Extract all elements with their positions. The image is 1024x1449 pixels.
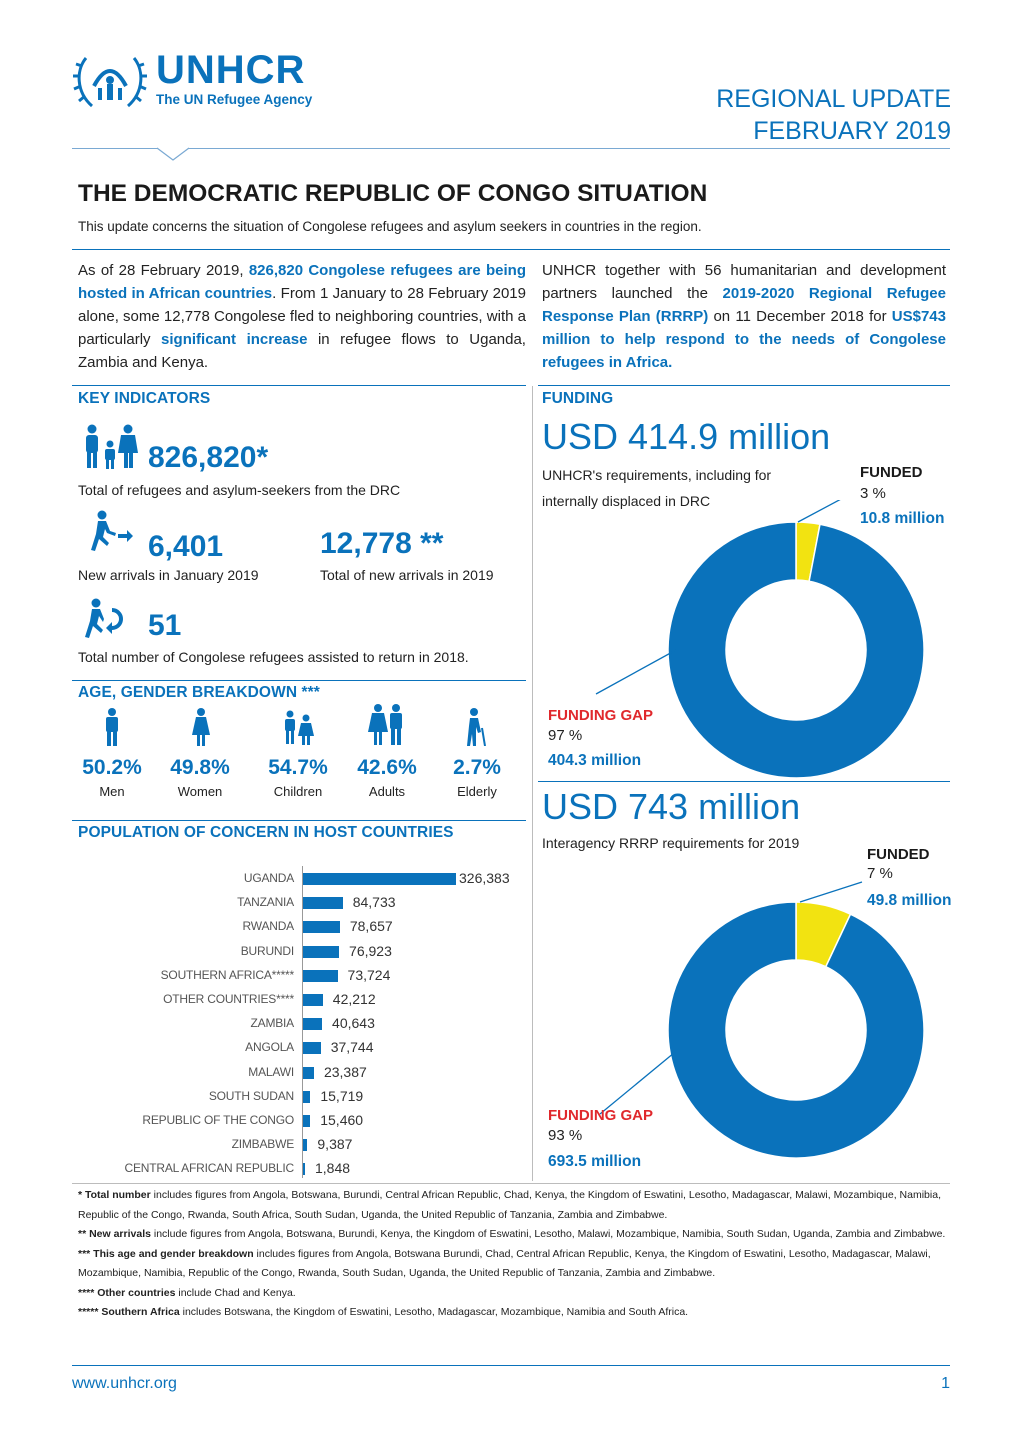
bar-category-label: TANZANIA (237, 895, 294, 910)
returns-value: 51 (148, 609, 182, 642)
age-gender-value: 50.2% (82, 756, 142, 779)
rrrp-gap-amount: 693.5 million (548, 1153, 642, 1170)
funded-callout-line (800, 882, 862, 902)
bar (303, 1018, 322, 1030)
bar (303, 970, 338, 982)
rrrp-requirement-total: USD 743 million (542, 786, 801, 827)
gap-callout-line (596, 650, 676, 694)
unhcr-requirement-caption: UNHCR's requirements, including for internally displaced in DRC (542, 467, 772, 509)
left-top-rule (72, 385, 526, 386)
funding-gap-slice (668, 902, 924, 1158)
intro-left-text: As of 28 February 2019, (78, 262, 249, 279)
unhcr-gap-pct: 97 % (548, 727, 583, 744)
bar-value-label: 76,923 (349, 942, 392, 959)
bar-value-label: 9,387 (317, 1136, 353, 1153)
rrrp-gap-label: FUNDING GAP (548, 1107, 653, 1124)
bar (303, 897, 343, 909)
bar-axis (302, 866, 303, 1178)
org-tagline: The UN Refugee Agency (156, 92, 313, 107)
footnote-southern-africa (78, 1303, 948, 1323)
footnote-rule (72, 1183, 950, 1184)
new-arrivals-2019-caption: Total of new arrivals in 2019 (320, 567, 494, 583)
intro-left-text: in refugee flows to Uganda, Zambia and Kenya. (78, 331, 526, 371)
age-gender-label: Women (177, 784, 223, 799)
bar-value-label: 326,383 (459, 870, 510, 886)
intro-right-text: on 11 December 2018 for (708, 308, 892, 325)
intro-right-highlight: 2019-2020 Regional Refugee Response Plan (RRRP) (542, 285, 946, 325)
bar-category-label: SOUTHERN AFRICA***** (160, 967, 294, 982)
unhcr-gap-label: FUNDING GAP (548, 707, 653, 724)
unhcr-funded-pct: 3 % (860, 485, 886, 502)
new-arrivals-2019-value: 12,778 ** (320, 527, 444, 560)
bar-category-label: ANGOLA (245, 1040, 294, 1055)
intro-right-highlight: US$743 million to help respond to the needs of Congolese refugees in Africa. (542, 308, 946, 371)
footnote-text: include figures from Angola, Botswana, Burundi, Kenya, the Kingdom of Eswatini, Lesotho, Malawi, Mozambique, Namibia, South Sudan, Uganda, Zambia and Zimbabwe. (150, 1228, 946, 1240)
bar (303, 1067, 314, 1079)
intro-left-text: . From 1 January to 28 February 2019 alone, some 12,778 Congolese fled to neighboring countries, with a particularly (78, 285, 526, 348)
page-subtitle: This update concerns the situation of Congolese refugees and asylum seekers in countries in the region. (78, 219, 702, 234)
age-gender-label: Elderly (457, 784, 497, 799)
bar (303, 921, 340, 933)
doc-type: REGIONAL UPDATE (716, 85, 951, 113)
bar-category-label: CENTRAL AFRICAN REPUBLIC (124, 1161, 294, 1176)
footnote-key: ***** Southern Africa (78, 1306, 180, 1318)
bar-value-label: 1,848 (315, 1160, 351, 1177)
age-rule (72, 680, 526, 681)
funding-gap-slice (668, 522, 924, 778)
family-icon (82, 424, 138, 472)
unhcr-gap-amount: 404.3 million (548, 752, 642, 769)
unhcr-funding-donut (540, 500, 960, 780)
title-rule (72, 249, 950, 250)
website-link[interactable]: www.unhcr.org (72, 1375, 177, 1392)
footnote-key: ** New arrivals (78, 1228, 151, 1240)
rrrp-funded-pct: 7 % (867, 865, 893, 882)
population-rule (72, 820, 526, 821)
age-gender-value: 49.8% (170, 756, 230, 779)
doc-date: FEBRUARY 2019 (753, 117, 951, 145)
bar-category-label: ZAMBIA (250, 1016, 294, 1031)
bar (303, 994, 323, 1006)
population-chart (0, 866, 532, 1178)
footnote-key: **** Other countries (78, 1286, 176, 1299)
new-arrivals-jan-value: 6,401 (148, 530, 224, 563)
footnote-text: include Chad and Kenya. (175, 1286, 296, 1299)
footnote-age-gender (78, 1245, 948, 1284)
unhcr-logo (72, 48, 342, 118)
walking-arrow-icon (86, 510, 134, 552)
footnote-text: includes figures from Angola, Botswana Burundi, Chad, Central African Republic, Kenya, the Kingdom of Eswatini, Lesotho, Madagascar, Malawi, Mozambique, Namibia, Republic of the Congo, Rwanda, South Sudan, Uganda, the United Republic of Tanzania, Zambia and Zimbabwe. (78, 1247, 931, 1279)
population-title: POPULATION OF CONCERN IN HOST COUNTRIES (78, 824, 454, 841)
bar-category-label: OTHER COUNTRIES**** (163, 992, 294, 1006)
bar-category-label: MALAWI (248, 1064, 294, 1079)
right-top-rule (538, 385, 950, 386)
bar (303, 873, 456, 885)
footnote-text: includes Botswana, the Kingdom of Eswatini, Lesotho, Madagascar, Mozambique, Namibia and South Africa. (179, 1306, 689, 1318)
header-rule (72, 148, 950, 149)
bar-value-label: 73,724 (347, 966, 391, 983)
children-icon (282, 710, 314, 746)
bar-value-label: 84,733 (352, 894, 396, 911)
unhcr-funded-amount: 10.8 million (860, 510, 945, 527)
age-gender-label: Children (273, 784, 323, 799)
age-gender-value: 42.6% (357, 756, 417, 779)
bar-value-label: 42,212 (332, 991, 376, 1007)
age-gender-label: Adults (368, 784, 406, 799)
bar (303, 1115, 310, 1127)
page-number: 1 (941, 1375, 950, 1392)
funding-mid-rule (538, 781, 950, 782)
funded-callout-line (798, 500, 858, 522)
bar (303, 946, 339, 958)
page-title: THE DEMOCRATIC REPUBLIC OF CONGO SITUATION (78, 180, 708, 207)
bar (303, 1163, 305, 1175)
bar-category-label: SOUTH SUDAN (208, 1088, 294, 1103)
footnotes (78, 1186, 948, 1323)
man-icon (103, 708, 121, 746)
return-icon (82, 598, 130, 640)
bar-value-label: 78,657 (349, 918, 393, 935)
intro-left-highlight: 826,820 Congolese refugees are being hosted in African countries (78, 262, 526, 302)
key-indicators-title: KEY INDICATORS (78, 390, 211, 407)
org-name: UNHCR (156, 48, 306, 92)
bar-category-label: RWANDA (242, 919, 294, 934)
intro-right-text: UNHCR together with 56 humanitarian and development partners launched the (542, 262, 946, 302)
bar (303, 1139, 307, 1151)
bar-value-label: 37,744 (330, 1039, 374, 1056)
footnote-other-countries (78, 1284, 948, 1304)
funding-title: FUNDING (542, 390, 614, 407)
age-gender-label: Men (99, 784, 125, 799)
rrrp-funded-amount: 49.8 million (867, 892, 952, 909)
footnote-key: * Total number (78, 1189, 151, 1201)
bar-category-label: REPUBLIC OF THE CONGO (142, 1113, 294, 1127)
bar-category-label: BURUNDI (240, 943, 294, 958)
age-gender-value: 54.7% (268, 756, 328, 779)
unhcr-requirement-total: USD 414.9 million (542, 416, 831, 457)
bar-category-label: UGANDA (243, 871, 294, 885)
bar (303, 1091, 310, 1103)
gap-callout-line (600, 1048, 680, 1114)
laurel-icon (72, 48, 148, 114)
age-gender-value: 2.7% (453, 756, 501, 779)
bar-value-label: 15,719 (320, 1087, 364, 1104)
bar (303, 1042, 321, 1054)
total-refugees-caption: Total of refugees and asylum-seekers from the DRC (78, 482, 401, 498)
total-refugees-value: 826,820* (148, 441, 269, 474)
bar-value-label: 15,460 (320, 1112, 364, 1128)
footer-rule (72, 1365, 950, 1366)
rrrp-gap-pct: 93 % (548, 1127, 583, 1144)
new-arrivals-jan-caption: New arrivals in January 2019 (78, 567, 259, 583)
unhcr-funded-label: FUNDED (860, 464, 923, 481)
rrrp-requirement-caption: Interagency RRRP requirements for 2019 (542, 835, 800, 851)
returns-caption: Total number of Congolese refugees assisted to return in 2018. (78, 649, 469, 665)
intro-right (542, 259, 946, 374)
intro-left (78, 259, 526, 374)
intro-left-highlight: significant increase (161, 331, 308, 348)
rrrp-funded-label: FUNDED (867, 846, 930, 863)
age-gender-title: AGE, GENDER BREAKDOWN *** (78, 684, 320, 701)
column-divider (532, 386, 533, 1181)
elderly-icon (464, 708, 490, 746)
footnote-total (78, 1186, 948, 1225)
footnote-new-arrivals (78, 1225, 948, 1245)
bar-value-label: 40,643 (332, 1015, 375, 1032)
header-notch (156, 144, 190, 162)
woman-icon (191, 708, 211, 746)
footnote-key: *** This age and gender breakdown (78, 1247, 254, 1260)
footnote-text: includes figures from Angola, Botswana, Burundi, Central African Republic, Chad, Kenya, the Kingdom of Eswatini, Lesotho, Madagascar, Malawi, Mozambique, Namibia, Republic of the Congo, Rwanda, South Africa, South Sudan, Uganda, the United Republic of Tanzania, Zambia and Zimbabwe. (78, 1189, 941, 1221)
adults-icon (368, 704, 406, 746)
bar-value-label: 23,387 (323, 1063, 367, 1080)
bar-category-label: ZIMBABWE (231, 1137, 294, 1152)
